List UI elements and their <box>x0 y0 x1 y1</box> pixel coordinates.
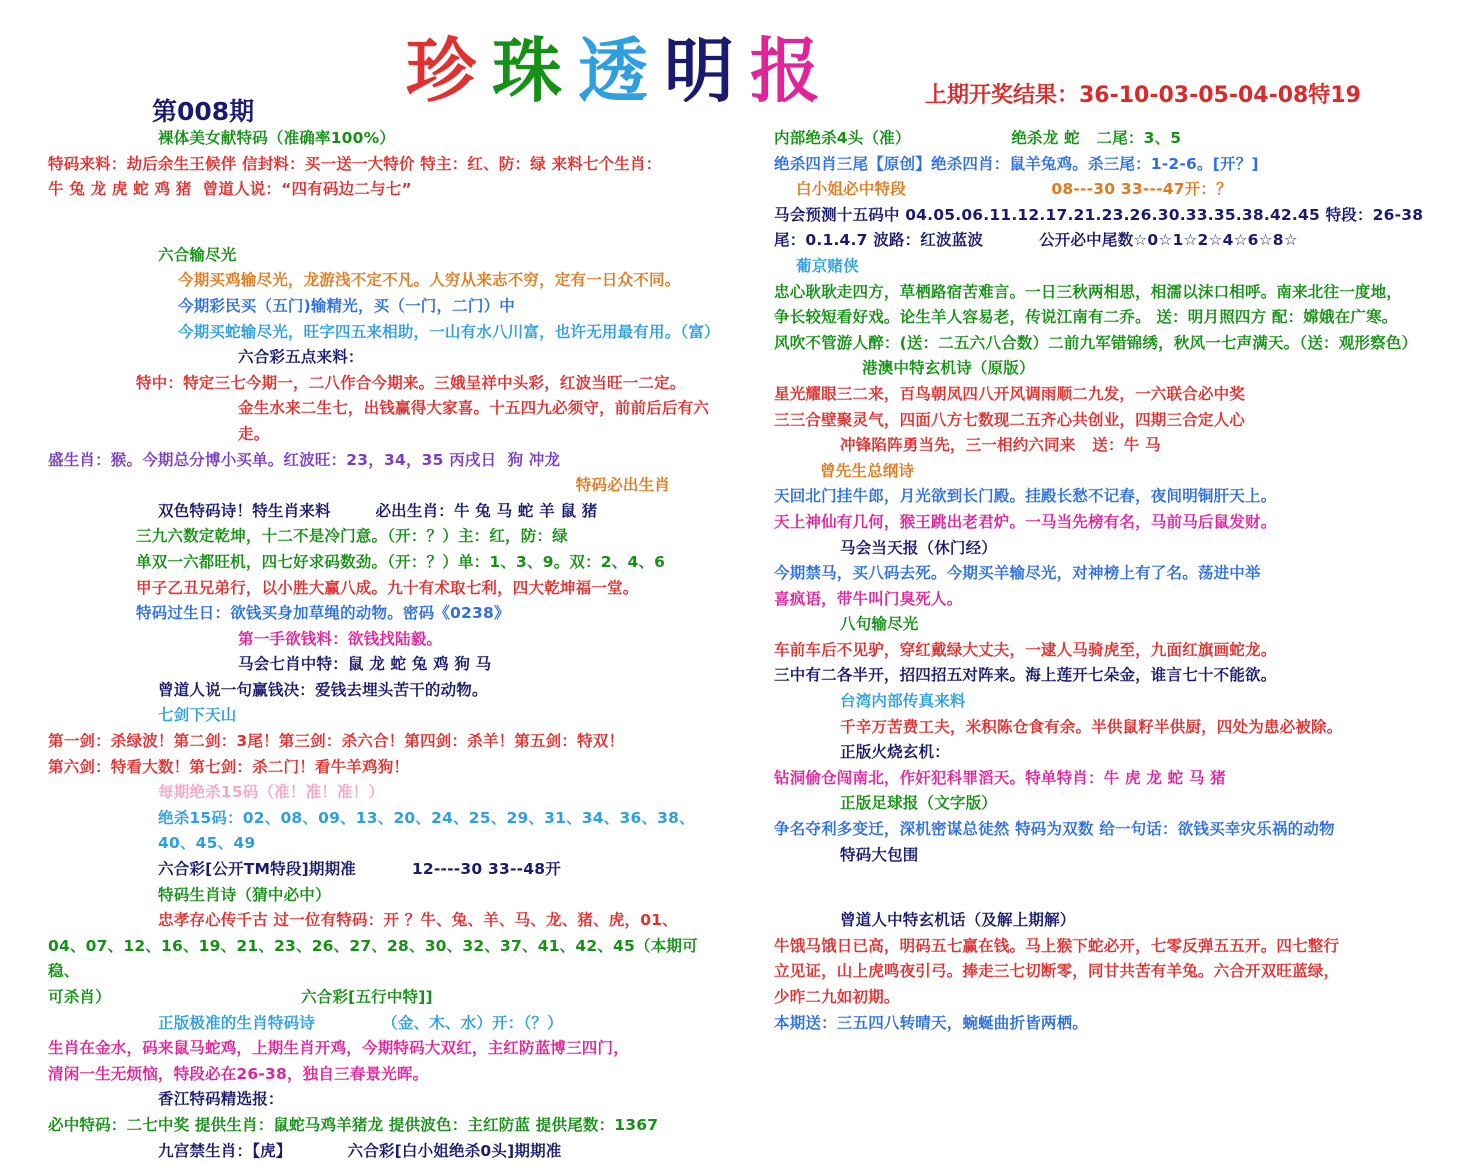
text-line-l10: 金生水来二生七，出钱赢得大家喜。十五四九必须守，前前后后有六走。 <box>238 399 710 443</box>
text-line-l2: 特码来料：劫后余生王候伴 信封料：买一送一大特价 特主：红、防：绿 来料七个生肖： <box>48 154 662 173</box>
text-line-r23: 台湾内部传真来料 <box>840 692 966 711</box>
text-line-r15: 天回北门挂牛郎，月光欲到长门殿。挂殿长愁不记春，夜间明铜肝天上。 <box>774 487 1277 506</box>
text-line-l26: 六合彩[公开TM特段]期期准 12----30 33--48开 <box>158 860 561 879</box>
text-line-l24: 每期绝杀15码（准！准！准！） <box>158 783 385 802</box>
text-line-r2: 绝杀四肖三尾【原创】绝杀四肖：鼠羊兔鸡。杀三尾：1-2-6。[开？] <box>774 154 1259 173</box>
text-line-l32: 生肖在金水，码来鼠马蛇鸡，上期生肖开鸡，今期特码大双红，主红防蓝博三四门， <box>48 1039 629 1058</box>
text-line-r26: 钻洞偷仓闯南北，作奸犯科罪滔天。特单特肖：牛 虎 龙 蛇 马 猪 <box>774 768 1226 787</box>
text-line-r11: 星光耀眼三二来，百鸟朝凤四八开风调雨顺二九发，一六联合必中奖 <box>774 384 1246 403</box>
text-line-l35: 必中特码：二七中奖 提供生肖：鼠蛇马鸡羊猪龙 提供波色：主红防蓝 提供尾数：1367 <box>48 1115 659 1134</box>
text-line-l16: 甲子乙丑兄弟行，以小胜大赢八成。九十有术取七利，四大乾坤福一堂。 <box>136 578 639 597</box>
text-line-l4: 六合输尽光 <box>158 245 237 264</box>
issue-number: 第008期 <box>152 97 255 126</box>
text-line-r21: 车前车后不见驴，穿红戴绿大丈夫，一逮人马骑虎至，九面红旗画蛇龙。 <box>774 640 1277 659</box>
text-line-l29: 04、07、12、16、19、21、23、26、27、28、30、32、37、41、42、45（本期可稳、 <box>48 936 698 981</box>
text-line-l34: 香江特码精选报： <box>158 1090 284 1109</box>
text-line-r31: 牛饿马饿日已高，明码五七赢在钱。马上猴下蛇必开，七零反弹五五开。四七整行 <box>774 936 1340 955</box>
text-line-r29: 特码大包围 <box>840 845 919 864</box>
text-line-r20: 八句输尽光 <box>840 615 919 634</box>
text-line-l25: 绝杀15码：02、08、09、13、20、24、25、29、31、34、36、38、40、45、49 <box>158 808 695 853</box>
text-line-l31: 正版极准的生肖特码诗 （金、木、水）开：（？） <box>158 1013 563 1032</box>
text-line-l19: 马会七肖中特：鼠 龙 蛇 兔 鸡 狗 马 <box>238 655 492 674</box>
text-line-l20: 曾道人说一句赢钱决：爱钱去埋头苦干的动物。 <box>158 680 488 699</box>
masthead-char-3: 透 <box>578 29 664 112</box>
spacer <box>48 203 718 243</box>
text-line-r34: 本期送：三五四八转晴天，蜿蜒曲折皆两栖。 <box>774 1013 1089 1032</box>
text-line-r17: 马会当天报（休门经） <box>840 538 998 557</box>
text-line-l9: 特中：特定三七今期一，二八作合今期来。三娥呈祥中头彩，红波当旺一二定。 <box>136 373 686 392</box>
text-line-r5: 尾：0.1.4.7 波路：红波蓝波 公开必中尾数☆0☆1☆2☆4☆6☆8☆ <box>774 231 1298 250</box>
text-line-l14: 三九六数定乾坤，十二不是冷门意。（开：？）主：红，防：绿 <box>136 527 568 546</box>
text-line-l23: 第六剑：特看大数！第七剑：杀二门！看牛羊鸡狗！ <box>48 757 410 776</box>
text-line-l6: 今期彩民买（五门)输精光，买（一门，二门）中 <box>178 296 515 315</box>
masthead-title <box>406 29 836 112</box>
text-line-r7: 忠心耿耿走四方，草栖路宿苦难言。一日三秋两相思，相濡以沫口相呼。南来北往一度地， <box>774 282 1403 301</box>
text-line-r3: 白小姐必中特段 08---30 33---47开：？ <box>796 180 1232 199</box>
text-line-l33: 清闲一生无烦恼，特段必在26-38，独自三春景光晖。 <box>48 1064 429 1083</box>
text-line-r28: 争名夺利多变迁，深机密谋总徒然 特码为双数 给一句话：欲钱买幸灾乐祸的动物 <box>774 820 1335 839</box>
text-line-l30: 可杀肖） 六合彩[五行中特]] <box>48 988 433 1006</box>
masthead-char-4: 明 <box>664 29 750 112</box>
text-line-r12: 三三合壁聚灵气，四面八方七数现二五齐心共创业，四期三合定人心 <box>774 410 1246 429</box>
last-draw-result: 上期开奖结果：36-10-03-05-04-08特19 <box>925 83 1361 108</box>
masthead-char-5: 报 <box>750 29 836 112</box>
text-line-r33: 少昨二九如初期。 <box>774 988 900 1006</box>
text-line-l18: 第一手欲钱料：欲钱找陆毅。 <box>238 629 443 648</box>
text-line-l28: 忠孝存心传千古 过一位有特码：开 ？牛、兔、羊、马、龙、猪、虎，01、 <box>158 911 678 930</box>
text-line-r25: 正版火烧玄机： <box>840 743 950 762</box>
text-line-l12: 特码必出生肖 <box>575 476 670 495</box>
text-line-r16: 天上神仙有几何，猴王跳出老君炉。一马当先榜有名，马前马后鼠发财。 <box>774 512 1277 531</box>
right-column <box>728 126 1456 1164</box>
text-line-r24: 千辛万苦费工夫，米积陈仓食有余。半供鼠籽半供厨，四处为患必被除。 <box>840 717 1343 736</box>
text-line-r8: 争长较短看好戏。论生羊人容易老，传说江南有二乔。 送：明月照四方 配：嫦娥在广寒。 <box>774 308 1398 327</box>
body-columns <box>0 126 1457 1164</box>
text-line-l1: 裸体美女献特码（准确率100%） <box>158 129 396 147</box>
page-header <box>0 0 1457 126</box>
text-line-r27: 正版足球报（文字版） <box>840 794 998 813</box>
text-line-r13: 冲锋陷阵勇当先，三一相约六同来 送：牛 马 <box>840 436 1161 455</box>
text-line-l8: 六合彩五点来料： <box>238 348 364 367</box>
text-line-r4: 马会预测十五码中 04.05.06.11.12.17.21.23.26.30.33.35.38.42.45 特段：26-38 <box>774 205 1424 224</box>
text-line-l7: 今期买蛇输尽光，旺字四五来相助，一山有水八川富，也许无用最有用。（富） <box>178 322 720 341</box>
text-line-l11: 盛生肖：猴。今期总分博小买单。红波旺：23，34，35 丙戌日 狗 冲龙 <box>48 450 561 469</box>
masthead-char-2: 珠 <box>492 29 578 112</box>
text-line-l36: 九宫禁生肖：【虎】 六合彩[白小姐绝杀0头]期期准 <box>158 1141 562 1160</box>
text-line-r14: 曾先生总纲诗 <box>820 461 915 480</box>
text-line-l15: 单双一六都旺机，四七好求码数劲。（开：？）单：1、3、9。双：2、4、6 <box>136 552 666 571</box>
text-line-r18: 今期禁马，买八码去死。今期买羊输尽光，对神榜上有了名。荡进中举 <box>774 564 1261 583</box>
text-line-r32: 立见证，山上虎鸣夜引弓。捧走三七切断零，同甘共苦有羊兔。六合开双旺蓝绿， <box>774 962 1340 981</box>
text-line-l22: 第一剑：杀绿波！第二剑：3尾！第三剑：杀六合！第四剑：杀羊！第五剑：特双！ <box>48 732 625 751</box>
text-line-r19: 喜疯语，带牛叫门臭死人。 <box>774 589 963 608</box>
masthead-char-1: 珍 <box>406 29 492 112</box>
text-line-r10: 港澳中特玄机诗（原版） <box>862 359 1035 378</box>
text-line-r22: 三中有二各半开，招四招五对阵来。海上莲开七朵金，谁言七十不能欲。 <box>774 666 1277 685</box>
spacer <box>774 868 1448 908</box>
text-line-r30: 曾道人中特玄机话（及解上期解） <box>840 911 1076 930</box>
text-line-r9: 风吹不管游人醉：(送：二五六八合数）二前九军错锦绣，秋风一七声满天。（送：观形察色） <box>774 333 1418 352</box>
text-line-l5: 今期买鸡输尽光，龙游浅不定不凡。人穷从来志不穷，定有一日众不同。 <box>178 271 681 290</box>
text-line-l3: 牛 兔 龙 虎 蛇 鸡 猪 曾道人说：“四有码边二与七” <box>48 180 412 199</box>
text-line-l17: 特码过生日：欲钱买身加草绳的动物。密码《0238》 <box>136 604 510 623</box>
text-line-r1: 内部绝杀4头（准） 绝杀龙 蛇 二尾：3、5 <box>774 129 1182 147</box>
left-column <box>0 126 728 1164</box>
text-line-l27: 特码生肖诗（猜中必中） <box>158 885 331 904</box>
text-line-r6: 葡京赌侠 <box>796 256 859 275</box>
text-line-l13: 双色特码诗！特生肖来料 必出生肖：牛 兔 马 蛇 羊 鼠 猪 <box>158 501 598 520</box>
text-line-l21: 七剑下天山 <box>158 706 237 725</box>
